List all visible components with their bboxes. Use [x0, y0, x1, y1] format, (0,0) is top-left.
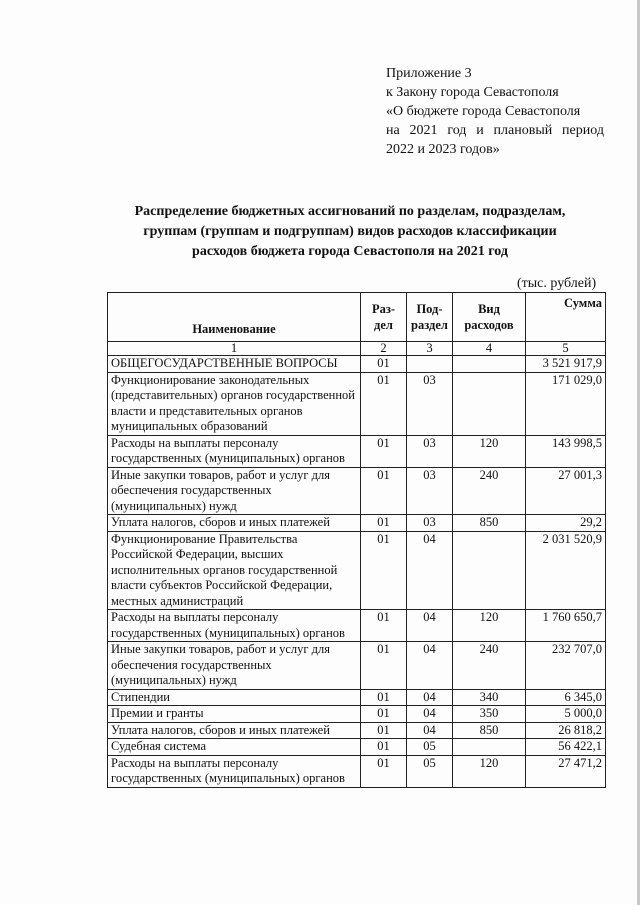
table-row — [108, 689, 606, 706]
title-line: Распределение бюджетных ассигнований по разделам, подразделам, — [134, 204, 566, 219]
appendix-word: на — [386, 123, 400, 138]
row-razdel-cell: 01 — [361, 531, 407, 610]
row-podrazdel-cell: 03 — [407, 515, 453, 532]
row-summa-cell: 5 000,0 — [526, 706, 606, 723]
row-name-cell: Расходы на выплаты персоналу государственных (муниципальных) органов — [108, 610, 361, 642]
table-row — [108, 610, 606, 642]
row-vid-cell — [453, 531, 526, 610]
row-summa-cell: 27 471,2 — [526, 755, 606, 787]
row-vid-cell: 850 — [453, 722, 526, 739]
row-summa-cell: 56 422,1 — [526, 739, 606, 756]
table-row — [108, 372, 606, 435]
row-name-cell: Премии и гранты — [108, 706, 361, 723]
row-podrazdel-cell: 05 — [407, 755, 453, 787]
row-vid-cell: 120 — [453, 610, 526, 642]
row-summa-cell: 26 818,2 — [526, 722, 606, 739]
document-title — [100, 202, 600, 262]
column-number: 3 — [407, 342, 453, 356]
table-row — [108, 739, 606, 756]
row-name-cell: Стипендии — [108, 689, 361, 706]
title-line: группам (группам и подгруппам) видов расходов классификации — [143, 224, 557, 239]
row-razdel-cell: 01 — [361, 435, 407, 467]
header-podrazdel: Под- раздел — [407, 293, 453, 342]
row-summa-cell: 27 001,3 — [526, 467, 606, 515]
appendix-word: 2021 — [409, 123, 438, 138]
appendix-line: к Закону города Севастополя — [386, 85, 559, 100]
row-podrazdel-cell: 03 — [407, 372, 453, 435]
row-name-cell: Иные закупки товаров, работ и услуг для обеспечения государственных (муниципальных) нужд — [108, 467, 361, 515]
row-podrazdel-cell: 04 — [407, 531, 453, 610]
row-razdel-cell: 01 — [361, 755, 407, 787]
row-razdel-cell: 01 — [361, 722, 407, 739]
table-row — [108, 515, 606, 532]
column-number-row — [108, 342, 606, 356]
row-vid-cell: 120 — [453, 435, 526, 467]
appendix-line-justified — [386, 121, 604, 140]
row-podrazdel-cell: 04 — [407, 722, 453, 739]
row-vid-cell: 350 — [453, 706, 526, 723]
row-vid-cell: 850 — [453, 515, 526, 532]
row-podrazdel-cell: 03 — [407, 467, 453, 515]
row-summa-cell: 3 521 917,9 — [526, 356, 606, 373]
header-row — [108, 293, 606, 342]
row-name-cell: ОБЩЕГОСУДАРСТВЕННЫЕ ВОПРОСЫ — [108, 356, 361, 373]
header-razdel: Раз- дел — [361, 293, 407, 342]
appendix-word: и — [476, 123, 484, 138]
header-name: Наименование — [108, 293, 361, 342]
table-row — [108, 706, 606, 723]
table-row — [108, 531, 606, 610]
appendix-word: период — [562, 123, 604, 138]
row-razdel-cell: 01 — [361, 610, 407, 642]
row-name-cell: Судебная система — [108, 739, 361, 756]
row-podrazdel-cell: 05 — [407, 739, 453, 756]
appendix-block — [386, 64, 604, 159]
row-razdel-cell: 01 — [361, 515, 407, 532]
row-razdel-cell: 01 — [361, 467, 407, 515]
row-razdel-cell: 01 — [361, 689, 407, 706]
title-line: расходов бюджета города Севастополя на 2021 год — [192, 244, 508, 259]
row-name-cell: Уплата налогов, сборов и иных платежей — [108, 515, 361, 532]
appendix-line: «О бюджете города Севастополя — [386, 104, 581, 119]
row-podrazdel-cell: 03 — [407, 435, 453, 467]
row-summa-cell: 6 345,0 — [526, 689, 606, 706]
row-vid-cell — [453, 372, 526, 435]
row-name-cell: Функционирование законодательных (представительных) органов государственной власти и представительных органов муниципальных образований — [108, 372, 361, 435]
row-name-cell: Функционирование Правительства Российской Федерации, высших исполнительных органов государственной власти субъектов Российской Федерации, местных администраций — [108, 531, 361, 610]
row-razdel-cell: 01 — [361, 372, 407, 435]
row-name-cell: Расходы на выплаты персоналу государственных (муниципальных) органов — [108, 435, 361, 467]
budget-table — [107, 292, 606, 788]
row-podrazdel-cell: 04 — [407, 642, 453, 690]
row-razdel-cell: 01 — [361, 356, 407, 373]
row-summa-cell: 29,2 — [526, 515, 606, 532]
units-label: (тыс. рублей) — [517, 276, 597, 291]
row-vid-cell: 240 — [453, 467, 526, 515]
table-row — [108, 356, 606, 373]
row-summa-cell: 171 029,0 — [526, 372, 606, 435]
row-name-cell: Уплата налогов, сборов и иных платежей — [108, 722, 361, 739]
header-summa: Сумма — [526, 293, 606, 342]
header-vid: Вид расходов — [453, 293, 526, 342]
row-vid-cell: 340 — [453, 689, 526, 706]
appendix-line: 2022 и 2023 годов» — [386, 142, 500, 157]
column-number: 4 — [453, 342, 526, 356]
table-body — [108, 356, 606, 788]
column-number: 5 — [526, 342, 606, 356]
row-podrazdel-cell — [407, 356, 453, 373]
row-vid-cell — [453, 739, 526, 756]
row-razdel-cell: 01 — [361, 706, 407, 723]
table-row — [108, 642, 606, 690]
row-summa-cell: 1 760 650,7 — [526, 610, 606, 642]
row-podrazdel-cell: 04 — [407, 706, 453, 723]
table-row — [108, 755, 606, 787]
row-vid-cell: 120 — [453, 755, 526, 787]
table-row — [108, 467, 606, 515]
appendix-word: год — [447, 123, 467, 138]
row-podrazdel-cell: 04 — [407, 689, 453, 706]
row-name-cell: Иные закупки товаров, работ и услуг для обеспечения государственных (муниципальных) нужд — [108, 642, 361, 690]
row-podrazdel-cell: 04 — [407, 610, 453, 642]
table-row — [108, 435, 606, 467]
column-number: 1 — [108, 342, 361, 356]
appendix-word: плановый — [493, 123, 553, 138]
row-vid-cell: 240 — [453, 642, 526, 690]
appendix-line: Приложение 3 — [386, 66, 472, 81]
row-summa-cell: 143 998,5 — [526, 435, 606, 467]
column-number: 2 — [361, 342, 407, 356]
row-razdel-cell: 01 — [361, 642, 407, 690]
row-razdel-cell: 01 — [361, 739, 407, 756]
row-name-cell: Расходы на выплаты персоналу государственных (муниципальных) органов — [108, 755, 361, 787]
row-summa-cell: 2 031 520,9 — [526, 531, 606, 610]
row-summa-cell: 232 707,0 — [526, 642, 606, 690]
row-vid-cell — [453, 356, 526, 373]
table-row — [108, 722, 606, 739]
